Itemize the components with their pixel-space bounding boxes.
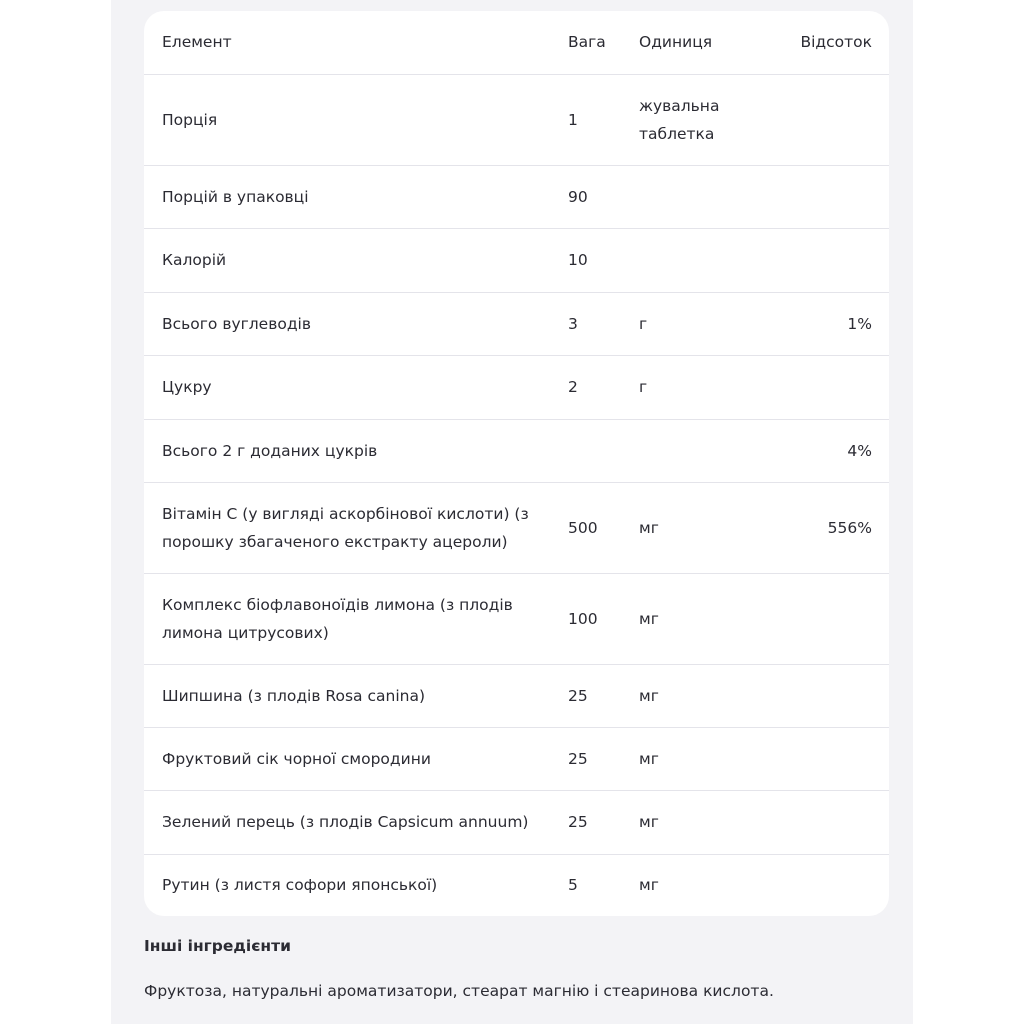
table-row: [144, 482, 889, 573]
cell-element: Порція: [144, 74, 568, 165]
cell-weight: 3: [568, 292, 639, 355]
cell-percent: [759, 74, 889, 165]
nutrition-table: [144, 11, 889, 916]
cell-weight: 25: [568, 727, 639, 790]
header-percent: Відсоток: [759, 11, 889, 74]
cell-weight: 1: [568, 74, 639, 165]
cell-unit: г: [639, 355, 759, 419]
header-unit: Одиниця: [639, 11, 759, 74]
table-row: [144, 228, 889, 292]
cell-percent: [759, 790, 889, 854]
cell-element: Всього вуглеводів: [144, 292, 568, 355]
header-element: Елемент: [144, 11, 568, 74]
other-ingredients-text: Фруктоза, натуральні ароматизатори, стеарат магнію і стеаринова кислота.: [144, 982, 774, 1000]
cell-percent: [759, 228, 889, 292]
cell-unit: жувальна таблетка: [639, 74, 759, 165]
cell-unit: [639, 165, 759, 228]
cell-percent: [759, 355, 889, 419]
cell-percent: 556%: [759, 482, 889, 573]
cell-percent: [759, 165, 889, 228]
table-header-row: [144, 11, 889, 74]
cell-unit: мг: [639, 573, 759, 664]
page-panel: [111, 0, 913, 1024]
table-row: [144, 74, 889, 165]
cell-weight: 25: [568, 790, 639, 854]
cell-weight: 90: [568, 165, 639, 228]
cell-element: Фруктовий сік чорної смородини: [144, 727, 568, 790]
table-row: [144, 419, 889, 482]
table-row: [144, 292, 889, 355]
cell-element: Порцій в упаковці: [144, 165, 568, 228]
cell-element: Шипшина (з плодів Rosa canina): [144, 664, 568, 727]
cell-element: Зелений перець (з плодів Capsicum annuum): [144, 790, 568, 854]
cell-weight: 25: [568, 664, 639, 727]
cell-percent: [759, 573, 889, 664]
cell-element: Всього 2 г доданих цукрів: [144, 419, 568, 482]
table-row: [144, 790, 889, 854]
cell-unit: [639, 419, 759, 482]
cell-element: Рутин (з листя софори японської): [162, 876, 438, 895]
cell-percent: [759, 854, 889, 916]
cell-percent: [759, 727, 889, 790]
table-row: [144, 727, 889, 790]
cell-element: Цукру: [144, 355, 568, 419]
cell-weight: 100: [568, 573, 639, 664]
table-row: [144, 165, 889, 228]
cell-weight: [568, 419, 639, 482]
cell-percent: 4%: [759, 419, 889, 482]
cell-element: Вітамін C (у вигляді аскорбінової кислоти) (з порошку збагаченого екстракту ацероли): [144, 482, 568, 573]
cell-unit: г: [639, 292, 759, 355]
cell-unit: мг: [639, 482, 759, 573]
cell-percent: 1%: [759, 292, 889, 355]
cell-element: Калорій: [144, 228, 568, 292]
cell-weight: 5: [568, 876, 578, 895]
cell-unit: мг: [639, 664, 759, 727]
cell-weight: 500: [568, 482, 639, 573]
table-row: [144, 854, 889, 916]
cell-unit: мг: [639, 790, 759, 854]
cell-percent: [759, 664, 889, 727]
cell-unit: мг: [639, 876, 659, 895]
header-weight: Вага: [568, 11, 639, 74]
table-row: [144, 355, 889, 419]
other-ingredients-title: Інші інгредієнти: [144, 937, 291, 955]
cell-weight: 2: [568, 355, 639, 419]
cell-weight: 10: [568, 228, 639, 292]
cell-unit: мг: [639, 727, 759, 790]
nutrition-table-card: [144, 11, 889, 916]
cell-element: Комплекс біофлавоноїдів лимона (з плодів лимона цитрусових): [144, 573, 568, 664]
cell-unit: [639, 228, 759, 292]
table-row: [144, 573, 889, 664]
table-row: [144, 664, 889, 727]
